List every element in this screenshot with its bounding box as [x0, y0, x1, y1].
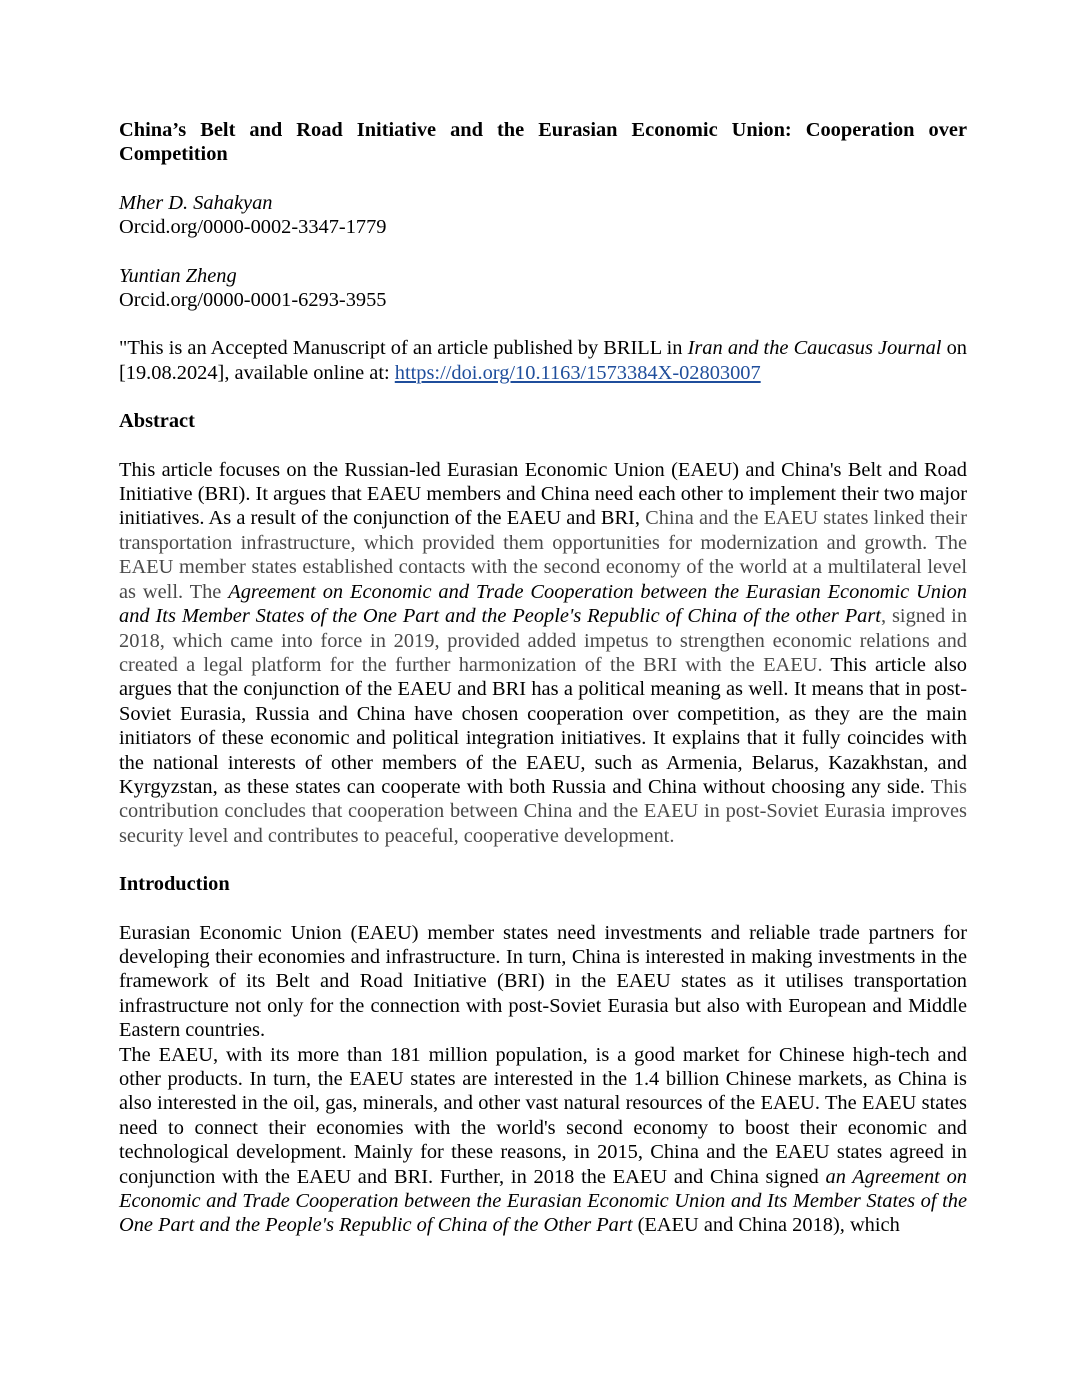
intro-para2-part-1: The EAEU, with its more than 181 million population, is a good market for Chinese high-tech and other products. In turn, the EAEU states are interested in the 1.4 billion Chinese markets, as China is also interested in the oil, gas, minerals, and other vast natural resources of the EAEU. The EAEU states need to connect their economies with the world's second economy to boost their economic and technological development. Mainly for these reasons, in 2015, China and the EAEU states agreed in conjunction with the EAEU and BRI. Further, in 2018 the EAEU and China signed [119, 1043, 967, 1188]
abstract-heading: Abstract [119, 410, 195, 433]
notice-middle: on [19.08.2024], available online at: [119, 337, 967, 384]
manuscript-notice [119, 336, 967, 385]
author-name: Yuntian Zheng [119, 264, 237, 287]
author-block-1 [119, 191, 967, 240]
doi-link[interactable]: https://doi.org/10.1163/1573384X-02803007 [394, 361, 761, 384]
abstract-part-4: , signed in 2018, which came into force in 2019, provided added impetus to strengthen economic relations and created a legal platform for the further harmonization of the BRI with the EAEU. [119, 605, 968, 676]
agreement-title: Agreement on Economic and Trade Cooperation between the Eurasian Economic Union and Its Member States of the One Part and the People's Republic of China of the other Part [119, 580, 967, 628]
abstract-part-1: This article focuses on the Russian-led Eurasian Economic Union (EAEU) and China's Belt and Road Initiative (BRI). It argues that EAEU members and China need each other to implement their two major initiatives. As a result of the conjunction of the EAEU and BRI, [119, 458, 967, 530]
journal-name: Iran and the Caucasus Journal [687, 337, 942, 360]
author-orcid: Orcid.org/0000-0001-6293-3955 [119, 289, 387, 312]
intro-para2-part-4: which [844, 1214, 900, 1237]
paper-title: China’s Belt and Road Initiative and the Eurasian Economic Union: Cooperation over Competition [119, 119, 967, 166]
author-block-2 [119, 264, 967, 313]
abstract-part-2: China and the EAEU states linked their transportation infrastructure, which provided them opportunities for modernization and growth. The EAEU member states established contacts with the second economy of the world at a multilateral level as well. The [119, 507, 968, 603]
abstract-text [119, 458, 967, 849]
notice-prefix: "This is an Accepted Manuscript of an article published by BRILL in [119, 337, 688, 360]
author-orcid: Orcid.org/0000-0002-3347-1779 [119, 216, 387, 239]
intro-comma: , [839, 1214, 845, 1237]
introduction-paragraph-1: Eurasian Economic Union (EAEU) member states need investments and reliable trade partners for developing their economies and infrastructure. In turn, China is interested in making investments in the framework of its Belt and Road Initiative (BRI) in the EAEU states as it utilises transportation infrastructure not only for the connection with post-Soviet Eurasia but also with European and Middle Eastern countries. [119, 921, 967, 1042]
abstract-part-5: This article also argues that the conjunction of the EAEU and BRI has a political meaning as well. It means that in post-Soviet Eurasia, Russia and China have chosen cooperation over competition, as they are the main initiators of these economic and political integration initiatives. It explains that it fully coincides with the national interests of other members of the EAEU, such as Armenia, Belarus, Kazakhstan, and Kyrgyzstan, as these states can cooperate with both Russia and China without choosing any side. [119, 653, 967, 798]
abstract-part-6: This contribution concludes that cooperation between China and the EAEU in post-Soviet Eurasia improves security level and contributes to peaceful, cooperative development. [119, 775, 967, 847]
author-name: Mher D. Sahakyan [119, 191, 273, 214]
introduction-paragraph-2 [119, 1043, 967, 1238]
introduction-heading: Introduction [119, 873, 230, 896]
document-page [119, 118, 967, 1238]
intro-citation: (EAEU and China 2018) [632, 1214, 840, 1237]
intro-agreement-title: an Agreement on Economic and Trade Cooperation between the Eurasian Economic Union and Its Member States of the One Part and the People's Republic of China of the Other Part [119, 1165, 967, 1237]
